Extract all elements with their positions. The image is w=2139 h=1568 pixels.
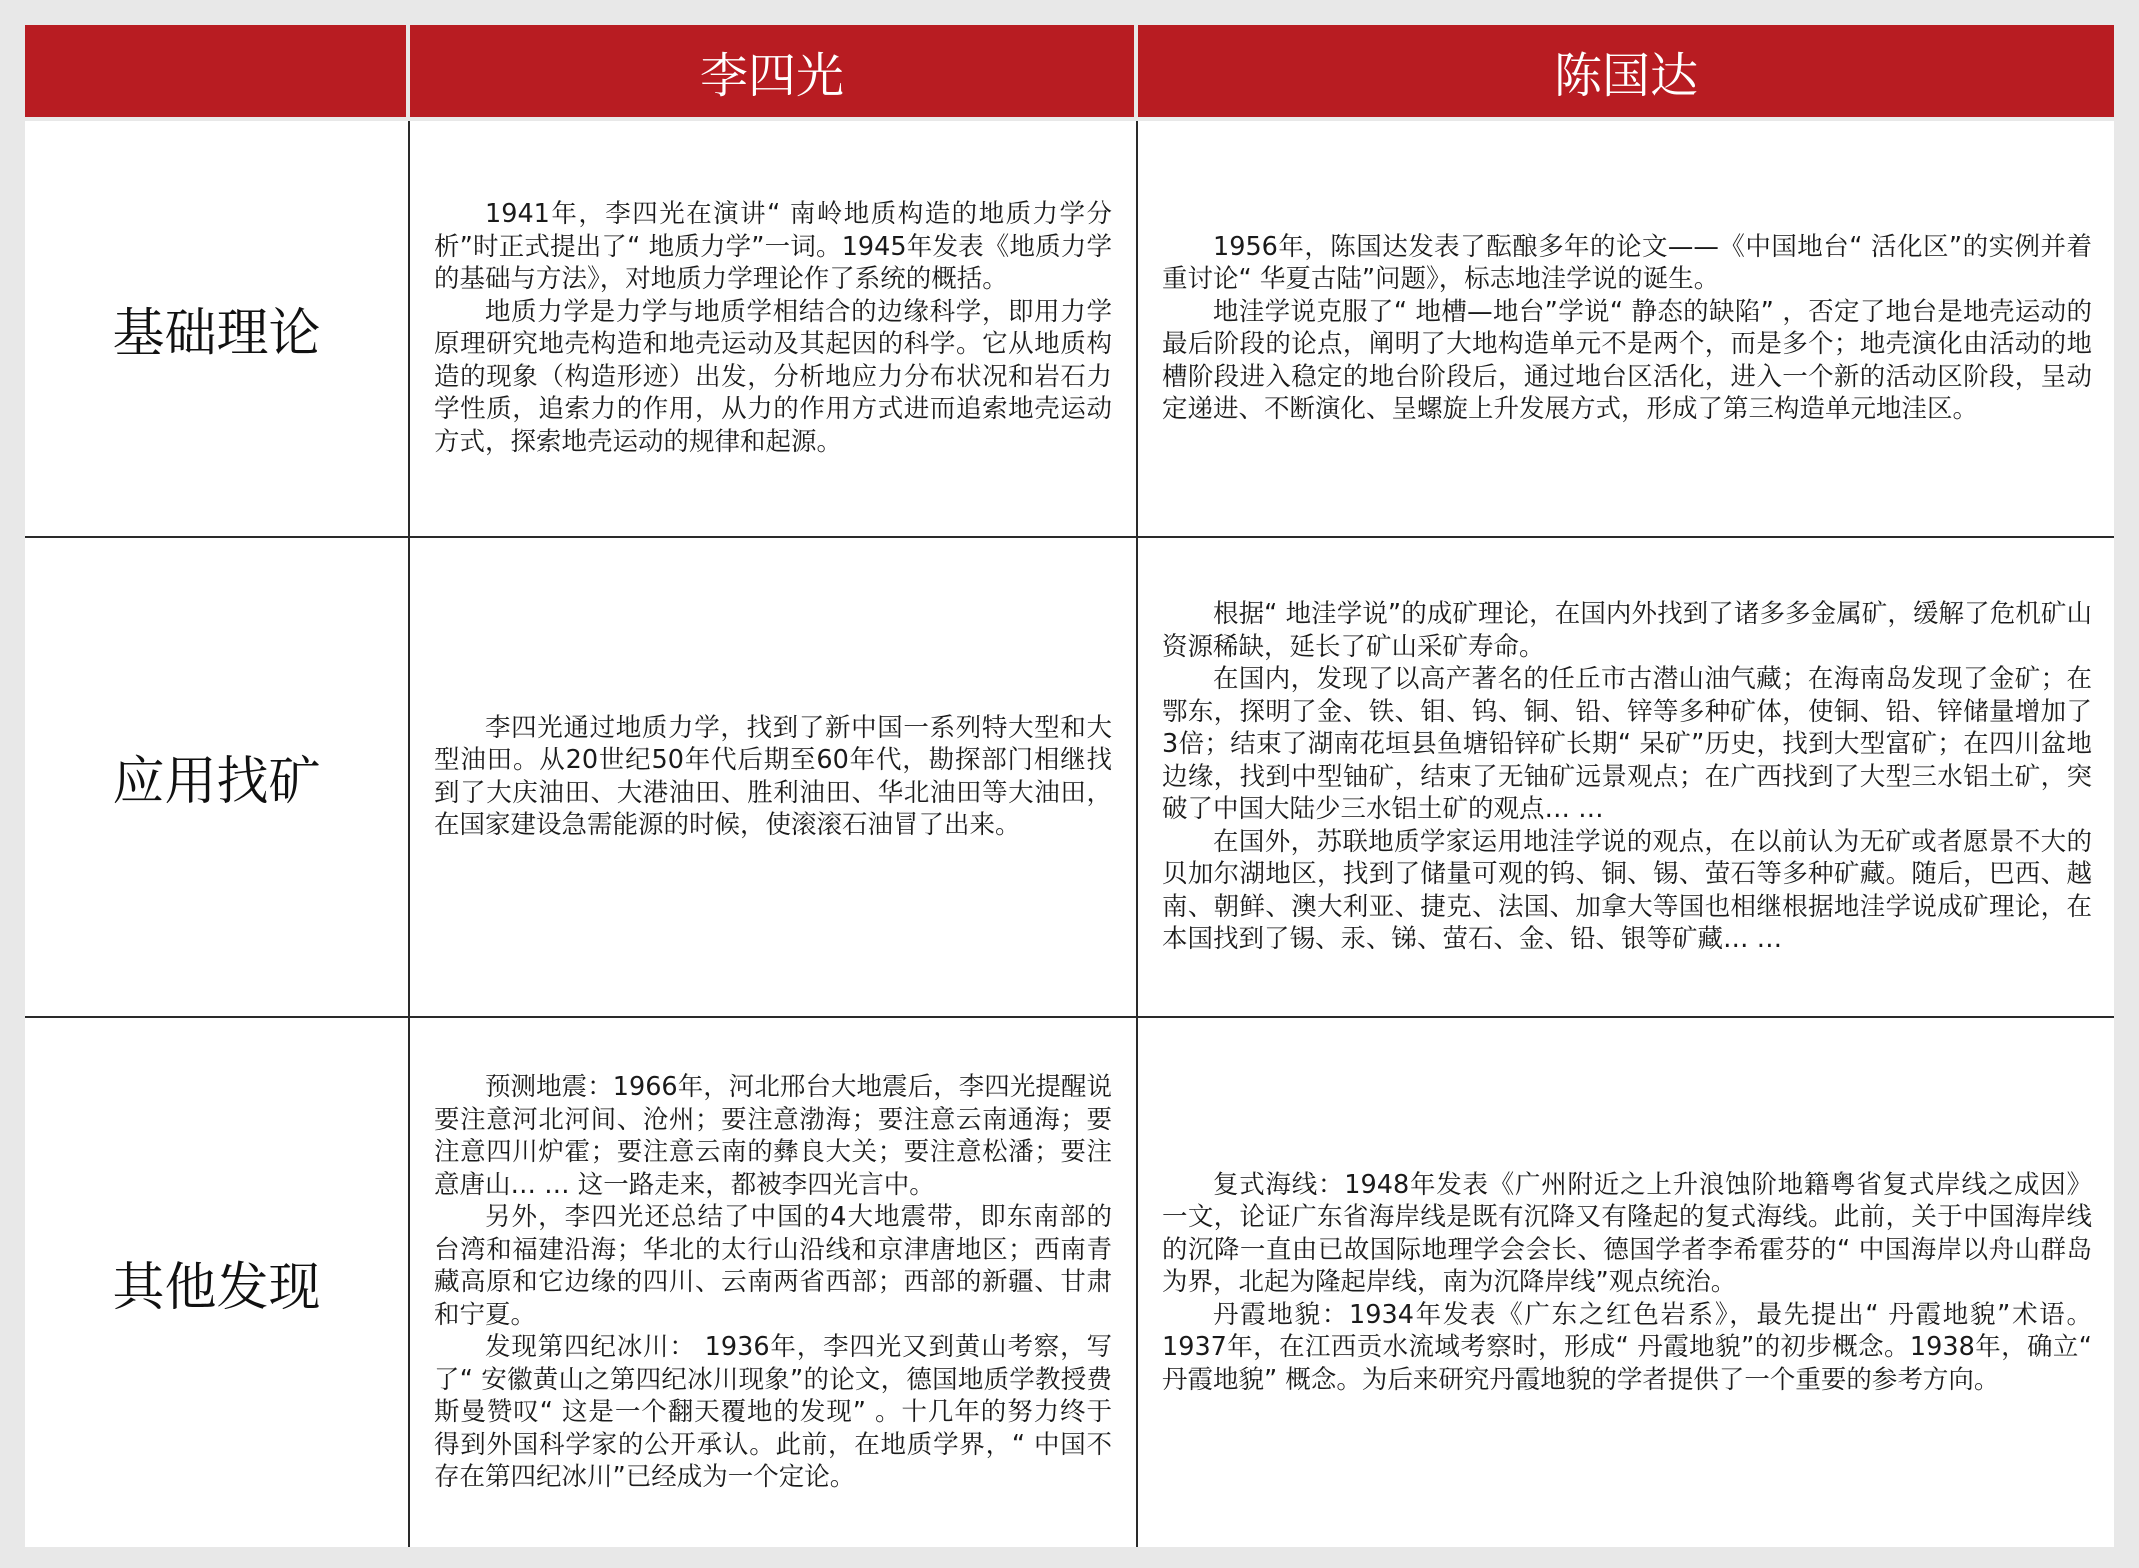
paragraph: 丹霞地貌：1934年发表《广东之红色岩系》，最先提出“ 丹霞地貌”术语。1937年，在江西贡水流域考察时，形成“ 丹霞地貌”的初步概念。1938年，确立“ 丹霞地貌” 概念。为后来研究丹霞地貌的学者提供了一个重要的参考方向。 [1162, 1299, 2092, 1395]
cell-chen-mineral-prospecting [1138, 538, 2114, 1019]
paragraph: 另外，李四光还总结了中国的4大地震带，即东南部的台湾和福建沿海；华北的太行山沿线和京津唐地区；西南青藏高原和它边缘的四川、云南两省西部；西部的新疆、甘肃和宁夏。 [434, 1202, 1112, 1330]
paragraph: 根据“ 地洼学说”的成矿理论，在国内外找到了诸多多金属矿，缓解了危机矿山资源稀缺，延长了矿山采矿寿命。 [1162, 599, 2092, 662]
paragraph: 发现第四纪冰川： 1936年，李四光又到黄山考察，写了“ 安徽黄山之第四纪冰川现象”的论文，德国地质学教授费斯曼赞叹“ 这是一个翻天覆地的发现” 。十几年的努力终于得到外国科学家的公开承认。此前，在地质学界，“ 中国不存在第四纪冰川”已经成为一个定论。 [434, 1332, 1112, 1493]
paragraph: 预测地震：1966年，河北邢台大地震后，李四光提醒说要注意河北河间、沧州；要注意渤海；要注意云南通海；要注意四川炉霍；要注意云南的彝良大关；要注意松潘；要注意唐山… … 这一路走来，都被李四光言中。 [434, 1072, 1112, 1200]
header-chen-guoda: 陈国达 [1138, 25, 2114, 121]
row-label-basic-theory: 基础理论 [25, 121, 410, 538]
paragraph: 地质力学是力学与地质学相结合的边缘科学，即用力学原理研究地壳构造和地壳运动及其起因的科学。它从地质构造的现象（构造形迹）出发，分析地应力分布状况和岩石力学性质，追索力的作用，从力的作用方式进而追索地壳运动方式，探索地壳运动的规律和起源。 [434, 296, 1112, 457]
comparison-table [25, 25, 2114, 1547]
table-row-mineral-prospecting [25, 538, 2114, 1019]
paragraph: 在国内，发现了以高产著名的任丘市古潜山油气藏；在海南岛发现了金矿；在鄂东，探明了金、铁、钼、钨、铜、铅、锌等多种矿体，使铜、铅、锌储量增加了3倍；结束了湖南花垣县鱼塘铅锌矿长期“ 呆矿”历史，找到大型富矿；在四川盆地边缘，找到中型铀矿，结束了无铀矿远景观点；在广西找到了大型三水铝土矿，突破了中国大陆少三水铝土矿的观点… … [1162, 664, 2092, 825]
cell-li-basic-theory [410, 121, 1138, 538]
paragraph: 李四光通过地质力学，找到了新中国一系列特大型和大型油田。从20世纪50年代后期至60年代，勘探部门相继找到了大庆油田、大港油田、胜利油田、华北油田等大油田，在国家建设急需能源的时候，使滚滚石油冒了出来。 [434, 712, 1112, 841]
cell-li-mineral-prospecting [410, 538, 1138, 1019]
paragraph: 在国外，苏联地质学家运用地洼学说的观点，在以前认为无矿或者愿景不大的贝加尔湖地区，找到了储量可观的钨、铜、锡、萤石等多种矿藏。随后，巴西、越南、朝鲜、澳大利亚、捷克、法国、加拿大等国也相继根据地洼学说成矿理论，在本国找到了锡、汞、锑、萤石、金、铅、银等矿藏… … [1162, 826, 2092, 955]
table-row-basic-theory [25, 121, 2114, 538]
cell-chen-basic-theory [1138, 121, 2114, 538]
paragraph: 1956年，陈国达发表了酝酿多年的论文——《中国地台“ 活化区”的实例并着重讨论“ 华夏古陆”问题》，标志地洼学说的诞生。 [1162, 231, 2092, 295]
table-row-other-discoveries [25, 1018, 2114, 1547]
cell-li-other-discoveries [410, 1018, 1138, 1547]
paragraph: 复式海线：1948年发表《广州附近之上升浪蚀阶地籍粤省复式岸线之成因》一文，论证广东省海岸线是既有沉降又有隆起的复式海线。此前，关于中国海岸线的沉降一直由已故国际地理学会会长、德国学者李希霍芬的“ 中国海岸以舟山群岛为界，北起为隆起岸线，南为沉降岸线”观点统治。 [1162, 1169, 2092, 1298]
header-li-siguang: 李四光 [410, 25, 1138, 121]
cell-chen-other-discoveries [1138, 1018, 2114, 1547]
table-header [25, 25, 2114, 121]
header-corner-cell [25, 25, 410, 121]
paragraph: 地洼学说克服了“ 地槽—地台”学说“ 静态的缺陷” ，否定了地台是地壳运动的最后阶段的论点，阐明了大地构造单元不是两个，而是多个；地壳演化由活动的地槽阶段进入稳定的地台阶段后，通过地台区活化，进入一个新的活动区阶段，呈动定递进、不断演化、呈螺旋上升发展方式，形成了第三构造单元地洼区。 [1162, 296, 2092, 425]
row-label-other-discoveries: 其他发现 [25, 1018, 410, 1547]
row-label-mineral-prospecting: 应用找矿 [25, 538, 410, 1019]
paragraph: 1941年，李四光在演讲“ 南岭地质构造的地质力学分析”时正式提出了“ 地质力学”一词。1945年发表《地质力学的基础与方法》，对地质力学理论作了系统的概括。 [434, 199, 1112, 295]
